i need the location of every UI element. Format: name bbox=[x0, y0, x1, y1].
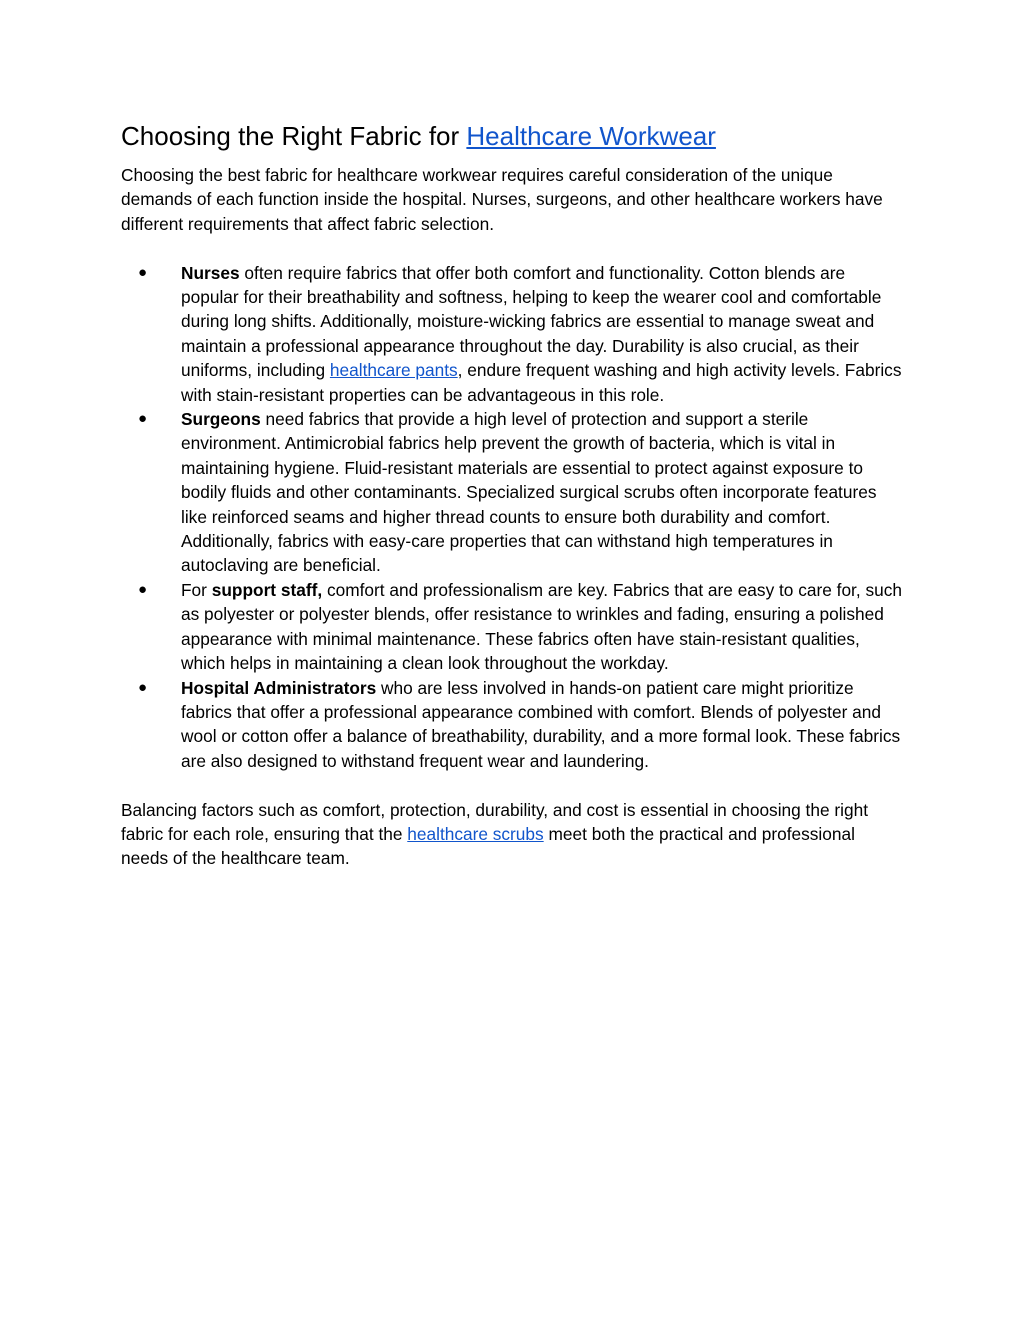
page-title bbox=[121, 118, 906, 154]
item-text: comfort and professionalism are key. Fabrics that are easy to care for, such as polyester or polyester blends, offer resistance to wrinkles and fading, ensuring a polished appearance with minimal maintenance. These fabrics often have stain-resistant qualities, which helps in maintaining a clean look throughout the workday. bbox=[181, 579, 902, 674]
item-text: often require fabrics that offer both comfort and functionality. Cotton blends are popular for their breathability and softness, helping to keep the wearer cool and comfortable during long shifts. Additionally, moisture-wicking fabrics are essential to manage sweat and maintain a professional appearance throughout the day. Durability is also crucial, as their uniforms, including bbox=[181, 262, 882, 381]
item-prefix: For bbox=[181, 579, 212, 600]
item-bold-label: Nurses bbox=[181, 262, 240, 283]
healthcare-scrubs-link[interactable]: healthcare scrubs bbox=[407, 823, 544, 844]
conclusion-text: Balancing factors such as comfort, protection, durability, and cost is essential in choosing the right fabric for each role, ensuring that the bbox=[121, 799, 868, 844]
intro-paragraph: Choosing the best fabric for healthcare workwear requires careful consideration of the unique demands of each function inside the hospital. Nurses, surgeons, and other healthcare workers have different requirements that affect fabric selection. bbox=[121, 165, 883, 234]
conclusion-paragraph bbox=[121, 798, 906, 871]
bullet-icon: ● bbox=[138, 263, 148, 281]
bullet-icon: ● bbox=[138, 678, 148, 696]
item-text: who are less involved in hands-on patient care might prioritize fabrics that offer a professional appearance combined with comfort. Blends of polyester and wool or cotton offer a balance of breathability, durability, and a more formal look. These fabrics are also designed to withstand frequent wear and laundering. bbox=[181, 677, 901, 771]
list-item-support-staff bbox=[121, 578, 906, 676]
title-prefix: Choosing the Right Fabric for bbox=[121, 121, 467, 151]
list-item-surgeons bbox=[121, 407, 906, 578]
list-item-hospital-administrators bbox=[121, 676, 906, 774]
item-text: need fabrics that provide a high level of protection and support a sterile environment. Antimicrobial fabrics help prevent the growth of bacteria, which is vital in maintaining hygiene. Fluid-resistant materials are essential to protect against exposure to bodily fluids and other contaminants. Specialized surgical scrubs often incorporate features like reinforced seams and higher thread counts to ensure both durability and comfort. Additionally, fabrics with easy-care properties that can withstand high temperatures in autoclaving are beneficial. bbox=[181, 409, 877, 576]
healthcare-pants-link[interactable]: healthcare pants bbox=[329, 360, 458, 381]
list-item-nurses bbox=[121, 261, 906, 407]
item-bold-label: Hospital Administrators bbox=[181, 677, 377, 698]
item-text-after-link: , endure frequent washing and high activity levels. Fabrics with stain-resistant properties can be advantageous in this role. bbox=[181, 360, 902, 405]
role-list bbox=[121, 261, 906, 774]
paragraph-spacer bbox=[121, 773, 906, 797]
document-page bbox=[121, 118, 906, 871]
item-bold-label: support staff, bbox=[211, 579, 323, 600]
bullet-icon: ● bbox=[138, 580, 148, 598]
item-bold-label: Surgeons bbox=[181, 409, 261, 430]
paragraph-spacer bbox=[121, 236, 906, 260]
bullet-icon: ● bbox=[138, 410, 148, 428]
conclusion-text-after-link: meet both the practical and professional needs of the healthcare team. bbox=[121, 823, 855, 869]
healthcare-workwear-link[interactable]: Healthcare Workwear bbox=[466, 121, 716, 151]
